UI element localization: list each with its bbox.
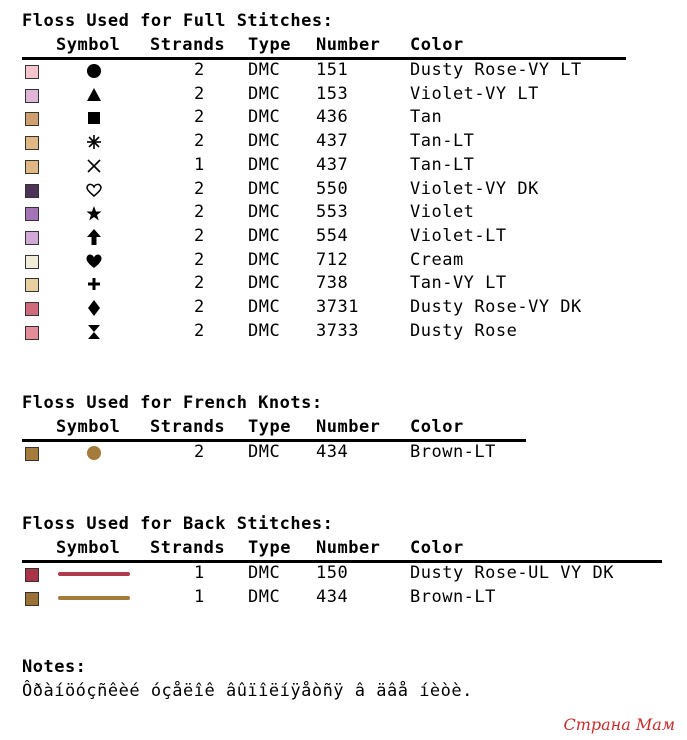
cell-number: 712 bbox=[316, 249, 349, 270]
column-header-color: Color bbox=[410, 417, 464, 437]
cell-number: 437 bbox=[316, 154, 349, 175]
color-swatch bbox=[25, 278, 39, 292]
cell-color: Tan-VY LT bbox=[410, 273, 507, 294]
column-header-strands: Strands bbox=[150, 538, 226, 558]
cell-color: Violet-VY LT bbox=[410, 83, 539, 104]
cell-strands: 2 bbox=[194, 60, 205, 80]
color-swatch bbox=[25, 65, 39, 79]
cell-type: DMC bbox=[248, 83, 281, 104]
plus-icon bbox=[84, 274, 104, 294]
cell-type: DMC bbox=[248, 202, 281, 223]
filled-triangle-icon bbox=[84, 85, 104, 105]
cell-type: DMC bbox=[248, 320, 281, 341]
color-swatch bbox=[25, 184, 39, 198]
column-header-type: Type bbox=[248, 538, 291, 558]
color-swatch bbox=[25, 255, 39, 269]
column-header-strands: Strands bbox=[150, 417, 226, 437]
cell-color: Tan bbox=[410, 107, 443, 128]
column-header-symbol: Symbol bbox=[56, 417, 121, 437]
cell-type: DMC bbox=[248, 178, 281, 199]
full-section-title: Floss Used for Full Stitches: bbox=[22, 11, 334, 31]
cell-type: DMC bbox=[248, 131, 281, 152]
diamond-icon bbox=[84, 298, 104, 318]
color-swatch bbox=[25, 112, 39, 126]
outline-heart-icon bbox=[84, 180, 104, 200]
column-header-symbol: Symbol bbox=[56, 35, 121, 55]
column-header-type: Type bbox=[248, 35, 291, 55]
cell-number: 434 bbox=[316, 586, 349, 607]
cell-color: Brown-LT bbox=[410, 586, 496, 607]
cell-color: Cream bbox=[410, 249, 464, 270]
column-header-symbol: Symbol bbox=[56, 538, 121, 558]
asterisk-icon bbox=[84, 132, 104, 152]
cell-strands: 2 bbox=[194, 107, 205, 128]
cell-type: DMC bbox=[248, 442, 281, 462]
cell-strands: 1 bbox=[194, 586, 205, 607]
column-header-color: Color bbox=[410, 538, 464, 558]
cell-number: 434 bbox=[316, 442, 349, 462]
up-arrow-icon bbox=[84, 227, 104, 247]
cell-strands: 2 bbox=[194, 442, 205, 462]
filled-heart-icon bbox=[84, 251, 104, 271]
color-swatch bbox=[25, 592, 39, 606]
cell-color: Violet-VY DK bbox=[410, 178, 539, 199]
cell-number: 3731 bbox=[316, 297, 359, 317]
cell-color: Brown-LT bbox=[410, 442, 496, 462]
cell-color: Violet bbox=[410, 202, 475, 223]
cell-number: 554 bbox=[316, 225, 349, 246]
color-swatch bbox=[25, 326, 39, 340]
cell-type: DMC bbox=[248, 154, 281, 175]
cell-number: 151 bbox=[316, 60, 349, 80]
notes-text: Ôðàíöóçñêèé óçåëîê âûïîëíÿåòñÿ â äâå íèòè. bbox=[22, 681, 473, 701]
color-swatch bbox=[25, 302, 39, 316]
cell-number: 3733 bbox=[316, 320, 359, 341]
cell-strands: 2 bbox=[194, 273, 205, 294]
column-header-color: Color bbox=[410, 35, 464, 55]
color-swatch bbox=[25, 568, 39, 582]
watermark: Страна Мам bbox=[563, 715, 675, 734]
cell-number: 553 bbox=[316, 202, 349, 223]
cell-color: Tan-LT bbox=[410, 131, 475, 152]
cell-number: 436 bbox=[316, 107, 349, 128]
cell-strands: 2 bbox=[194, 178, 205, 199]
back-section-title: Floss Used for Back Stitches: bbox=[22, 514, 334, 534]
color-swatch bbox=[25, 231, 39, 245]
backstitch-line-symbol bbox=[58, 572, 130, 576]
cell-strands: 2 bbox=[194, 202, 205, 223]
cell-color: Violet-LT bbox=[410, 225, 507, 246]
cell-strands: 2 bbox=[194, 320, 205, 341]
cell-type: DMC bbox=[248, 273, 281, 294]
cell-strands: 2 bbox=[194, 83, 205, 104]
cell-type: DMC bbox=[248, 586, 281, 607]
cell-strands: 2 bbox=[194, 249, 205, 270]
color-swatch bbox=[25, 447, 39, 461]
cell-type: DMC bbox=[248, 297, 281, 317]
french-section-title: Floss Used for French Knots: bbox=[22, 393, 323, 413]
column-header-strands: Strands bbox=[150, 35, 226, 55]
cell-number: 550 bbox=[316, 178, 349, 199]
cell-type: DMC bbox=[248, 563, 281, 583]
color-swatch bbox=[25, 136, 39, 150]
filled-square-icon bbox=[84, 108, 104, 128]
cell-color: Dusty Rose-VY LT bbox=[410, 60, 582, 80]
color-swatch bbox=[25, 207, 39, 221]
cell-number: 738 bbox=[316, 273, 349, 294]
column-header-type: Type bbox=[248, 417, 291, 437]
notes-title: Notes: bbox=[22, 657, 87, 677]
cell-type: DMC bbox=[248, 225, 281, 246]
cell-color: Dusty Rose-UL VY DK bbox=[410, 563, 614, 583]
cell-type: DMC bbox=[248, 249, 281, 270]
cell-strands: 2 bbox=[194, 297, 205, 317]
cell-number: 153 bbox=[316, 83, 349, 104]
cell-strands: 2 bbox=[194, 131, 205, 152]
cell-strands: 1 bbox=[194, 154, 205, 175]
cell-color: Dusty Rose bbox=[410, 320, 518, 341]
cell-strands: 2 bbox=[194, 225, 205, 246]
cell-type: DMC bbox=[248, 107, 281, 128]
backstitch-line-symbol bbox=[58, 596, 130, 600]
hourglass-icon bbox=[84, 322, 104, 342]
cell-color: Dusty Rose-VY DK bbox=[410, 297, 582, 317]
column-header-number: Number bbox=[316, 417, 381, 437]
cell-type: DMC bbox=[248, 60, 281, 80]
color-swatch bbox=[25, 160, 39, 174]
filled-circle-icon bbox=[84, 61, 104, 81]
column-header-number: Number bbox=[316, 538, 381, 558]
x-cross-icon bbox=[84, 156, 104, 176]
column-header-number: Number bbox=[316, 35, 381, 55]
cell-color: Tan-LT bbox=[410, 154, 475, 175]
knot-dot-icon bbox=[84, 443, 104, 463]
cell-number: 437 bbox=[316, 131, 349, 152]
cell-number: 150 bbox=[316, 563, 349, 583]
star-icon bbox=[84, 203, 104, 223]
color-swatch bbox=[25, 89, 39, 103]
cell-strands: 1 bbox=[194, 563, 205, 583]
